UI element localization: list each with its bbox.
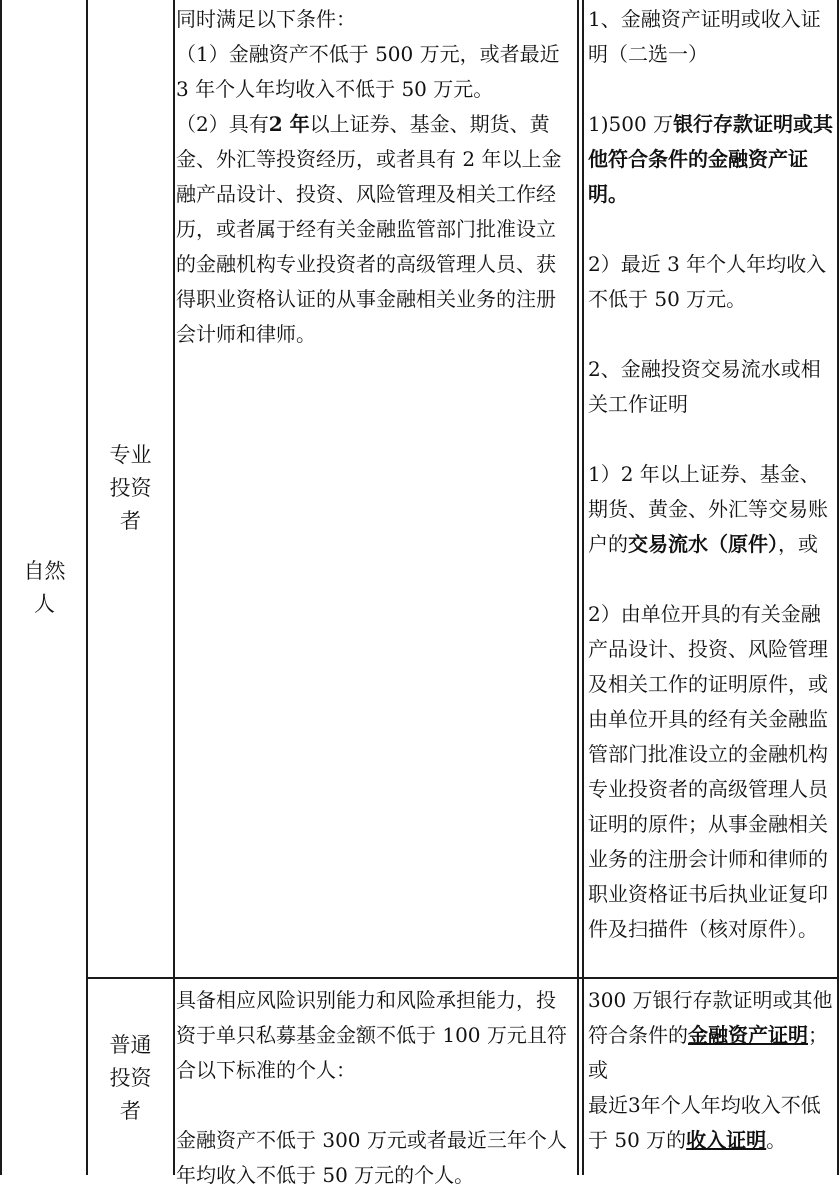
materials-item-1a bbox=[588, 107, 834, 212]
materials-item-2a bbox=[588, 457, 834, 562]
cond2-bold-years: 2 年 bbox=[268, 112, 310, 136]
item2a-bold: 交易流水（原件） bbox=[628, 532, 778, 556]
a2-underlined: 收入证明 bbox=[686, 1128, 767, 1152]
materials-item-1b: 2）最近 3 年个人年均收入不低于 50 万元。 bbox=[588, 252, 827, 311]
item1a-bold: 银行存款证明或其他符合条件的金融资产证明。 bbox=[588, 112, 834, 206]
item2a-text: 1）2 年以上证券、基金、期货、黄金、外汇等交易账户的 bbox=[588, 462, 828, 556]
professional-criteria-cell bbox=[176, 2, 574, 352]
professional-investor-label: 专业投资者 bbox=[109, 443, 152, 533]
ordinary-criteria-p1: 具备相应风险识别能力和风险承担能力，投资于单只私募基金金额不低于 100 万元且符合以下标准的个人： bbox=[176, 988, 567, 1082]
a1-underlined: 金融资产证明 bbox=[688, 1023, 808, 1047]
ordinary-materials-cell bbox=[588, 983, 834, 1158]
table-divider-row bbox=[86, 977, 839, 979]
ordinary-criteria-cell bbox=[176, 983, 574, 1193]
materials-heading-2: 2、金融投资交易流水或相关工作证明 bbox=[588, 357, 821, 416]
table-divider-col3a bbox=[577, 0, 579, 1175]
cond2-rest: 以上证券、基金、期货、黄金、外汇等投资经历，或者具有 2 年以上金融产品设计、投资、风险管理及相关工作经历，或者属于经有关金融监管部门批准设立的金融机构专业投资者的高级管理人员、获得职业资格认证的从事金融相关业务的注册会计师和律师。 bbox=[176, 112, 562, 346]
ordinary-investor-label: 普通投资者 bbox=[109, 1032, 152, 1123]
ordinary-materials-a2 bbox=[588, 1088, 834, 1158]
ordinary-label-cell bbox=[88, 981, 173, 1175]
professional-criteria-intro: 同时满足以下条件： bbox=[176, 7, 356, 31]
natural-person-label: 自然人 bbox=[23, 558, 66, 616]
materials-item-2b: 2）由单位开具的有关金融产品设计、投资、风险管理及相关工作的证明原件，或由单位开具的经有关金融监管部门批准设立的金融机构专业投资者的高级管理人员证明的原件；从事金融相关业务的注册会计师和律师的职业资格证书后执业证复印件及扫描件（核对原件）。 bbox=[588, 602, 828, 941]
item2a-end: ，或 bbox=[778, 532, 818, 556]
table-divider-col2 bbox=[173, 0, 175, 1175]
table-divider-col3b bbox=[582, 0, 584, 1175]
professional-criteria-cond1: （1）金融资产不低于 500 万元，或者最近 3 年个人年均收入不低于 50 万元。 bbox=[176, 42, 560, 101]
natural-person-cell bbox=[2, 0, 87, 1175]
a2-text: 最近3年个人年均收入不低于 50 万的 bbox=[588, 1093, 821, 1152]
ordinary-materials-a1 bbox=[588, 983, 834, 1088]
a2-end: 。 bbox=[766, 1128, 787, 1152]
professional-label-cell bbox=[88, 0, 173, 977]
professional-criteria-cond2 bbox=[176, 107, 574, 352]
professional-materials-cell bbox=[588, 2, 834, 947]
a1-text: 300 万银行存款证明或其他符合条件的 bbox=[588, 988, 833, 1047]
cond2-prefix: （2）具有 bbox=[176, 112, 269, 136]
item1a-prefix: 1)500 万 bbox=[588, 112, 674, 136]
ordinary-criteria-p2: 金融资产不低于 300 万元或者最近三年个人年均收入不低于 50 万元的个人。 bbox=[176, 1128, 567, 1187]
materials-heading-1: 1、金融资产证明或收入证明（二选一） bbox=[588, 7, 821, 66]
a1-end: ；或 bbox=[588, 1023, 828, 1082]
